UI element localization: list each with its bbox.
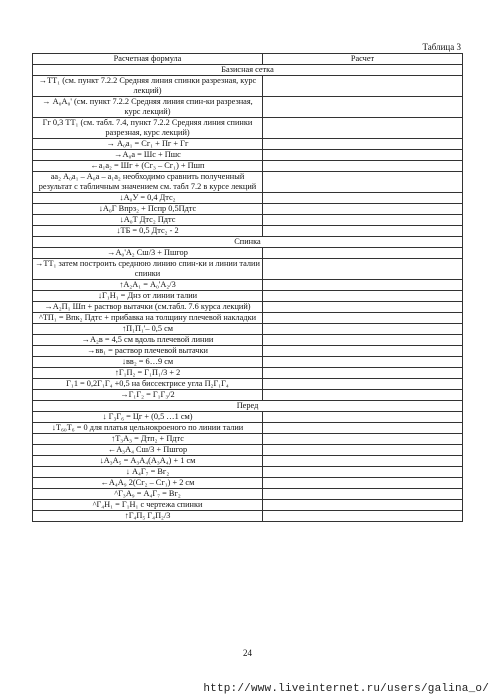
table-row [33,118,463,139]
formula-cell: ^ТП₁ = Впк₂ Пдтс + прибавка на толщину плечевой накладки [33,313,263,324]
formula-cell: ↓ТБ = 0,5 Дтс₂ - 2 [33,226,263,237]
section-row [33,65,463,76]
table-row [33,357,463,368]
calc-cell [263,456,463,467]
table-row [33,412,463,423]
calc-cell [263,150,463,161]
calc-cell [263,500,463,511]
section-title: Спинка [33,237,463,248]
calc-cell [263,172,463,193]
calc-cell [263,478,463,489]
formula-cell: ↑Г₁П₂ = Г₁П₁/3 + 2 [33,368,263,379]
calc-cell [263,215,463,226]
calc-cell [263,280,463,291]
table-row [33,215,463,226]
table-row [33,161,463,172]
table-row [33,445,463,456]
formula-cell: ↑Т₃А₃ = Дтп₂ + Пдтс [33,434,263,445]
table-row [33,390,463,401]
calc-cell [263,445,463,456]
calc-cell [263,434,463,445]
watermark-url: http://www.liveinternet.ru/users/galina_o/ [203,683,489,695]
calc-cell [263,226,463,237]
table-header-row [33,54,463,65]
header-calc: Расчет [263,54,463,65]
table-row [33,280,463,291]
formula-cell: ↓А₃А₅ = А₃А₄(А₃А₄) + 1 см [33,456,263,467]
table-row [33,248,463,259]
table-row [33,193,463,204]
formula-cell: → А₀а₁ = Сг₁ + Пг + Гг [33,139,263,150]
formula-cell: → А₀А₀' (см. пункт 7.2.2 Средняя линия спин-ки разрезная, курс лекций) [33,97,263,118]
formula-cell: ↓ А₄Г₇ = Вг₂ [33,467,263,478]
calc-cell [263,76,463,97]
calc-cell [263,118,463,139]
formula-cell: ↑Г₄П₅ Г₄П₂/3 [33,511,263,522]
section-title: Базисная сетка [33,65,463,76]
calc-cell [263,379,463,390]
table-row [33,302,463,313]
formula-cell: ↓Г₁Н₁ = Днз от линии талии [33,291,263,302]
table-row [33,76,463,97]
table-row [33,259,463,280]
formula-cell: ↑А₂А₁ = А₀'А₂/3 [33,280,263,291]
table-row [33,226,463,237]
table-row [33,456,463,467]
calc-cell [263,467,463,478]
formula-cell: ↑П₁П₁'– 0,5 см [33,324,263,335]
formula-cell: ↓вв₂ = 6…9 см [33,357,263,368]
calc-cell [263,139,463,150]
calc-cell [263,335,463,346]
table-row [33,467,463,478]
calc-cell [263,357,463,368]
table-row [33,204,463,215]
calc-cell [263,423,463,434]
formula-cell: ↓А₀У = 0,4 Дтс₂ [33,193,263,204]
formula-cell: →А₂в = 4,5 см вдоль плечевой линии [33,335,263,346]
calc-cell [263,302,463,313]
table-row [33,379,463,390]
header-formula: Расчетная формула [33,54,263,65]
calc-cell [263,313,463,324]
calc-cell [263,324,463,335]
page-number: 24 [243,648,252,658]
calc-cell [263,412,463,423]
table-row [33,511,463,522]
calc-cell [263,390,463,401]
section-row [33,401,463,412]
formula-cell: →А₂П₁ Шп + раствор вытачки (см.табл. 7.6 курса лекций) [33,302,263,313]
formula-cell: ↓А₀Г Впрз₂ + Пспр 0,5Пдтс [33,204,263,215]
table-body [33,65,463,522]
formula-cell: ^Г₃А₉ = А₄Г₇ = Вг₂ [33,489,263,500]
formula-cell: →Г₁Г₂ = Г₁Г₃/2 [33,390,263,401]
formula-cell: →ТТ₁ (см. пункт 7.2.2 Средняя линия спинки разрезная, курс лекций) [33,76,263,97]
calc-cell [263,489,463,500]
calc-cell [263,291,463,302]
table-row [33,434,463,445]
formula-cell: →ТТ₁ затем построить среднюю линию спин-ки и линии талии спинки [33,259,263,280]
calc-cell [263,511,463,522]
formula-cell: ←А₄А₉ 2(Сг₂ – Сг₁) + 2 см [33,478,263,489]
formula-cell: ←а₁а₂ = Шг + (Сг₃ – Сг₁) + Пшп [33,161,263,172]
calc-cell [263,161,463,172]
calc-cell [263,97,463,118]
formula-cell: аа₂ А₀а₁ – А₀а – а₁а₂ необходимо сравнить полученный результат с табличным значением см. табл 7.2 в курсе лекций [33,172,263,193]
formula-cell: ↓Т₆₀Т₆ = 0 для платья цельнокроеного по линии талии [33,423,263,434]
table-row [33,172,463,193]
calc-cell [263,248,463,259]
table-row [33,97,463,118]
calc-cell [263,259,463,280]
section-title: Перед [33,401,463,412]
calc-cell [263,368,463,379]
formula-cell: →вв₁ = раствор плечевой вытачки [33,346,263,357]
calc-cell [263,204,463,215]
table-row [33,500,463,511]
table-row [33,150,463,161]
formula-cell: ↓А₀Т Дтс₂ Пдтс [33,215,263,226]
table-row [33,346,463,357]
table-row [33,291,463,302]
table-row [33,324,463,335]
formula-cell: ←А₃А₄ Сш/3 + Пшгор [33,445,263,456]
formula-cell: ↓ Г₃Г₆ = Цг + (0,5 …1 см) [33,412,263,423]
formula-cell: ^Г₄Н₁ = Г₁Н₁ с чертежа спинки [33,500,263,511]
calc-cell [263,346,463,357]
calculation-table [32,53,463,522]
formula-cell: Гг 0,3 ТТ₁ (см. табл. 7.4, пункт 7.2.2 Средняя линия спинки разрезная, курс лекций) [33,118,263,139]
table-row [33,478,463,489]
table-row [33,423,463,434]
formula-cell: →А₀а = Шс + Пшс [33,150,263,161]
table-row [33,139,463,150]
calc-cell [263,193,463,204]
table-row [33,335,463,346]
table-caption: Таблица 3 [422,42,461,52]
formula-cell: Г₁1 = 0,2Г₁Г₄ +0,5 на биссектрисе угла П₂Г₁Г₄ [33,379,263,390]
table-row [33,313,463,324]
table-row [33,489,463,500]
section-row [33,237,463,248]
table-row [33,368,463,379]
formula-cell: →А₀'А₂ Сш/3 + Пшгор [33,248,263,259]
